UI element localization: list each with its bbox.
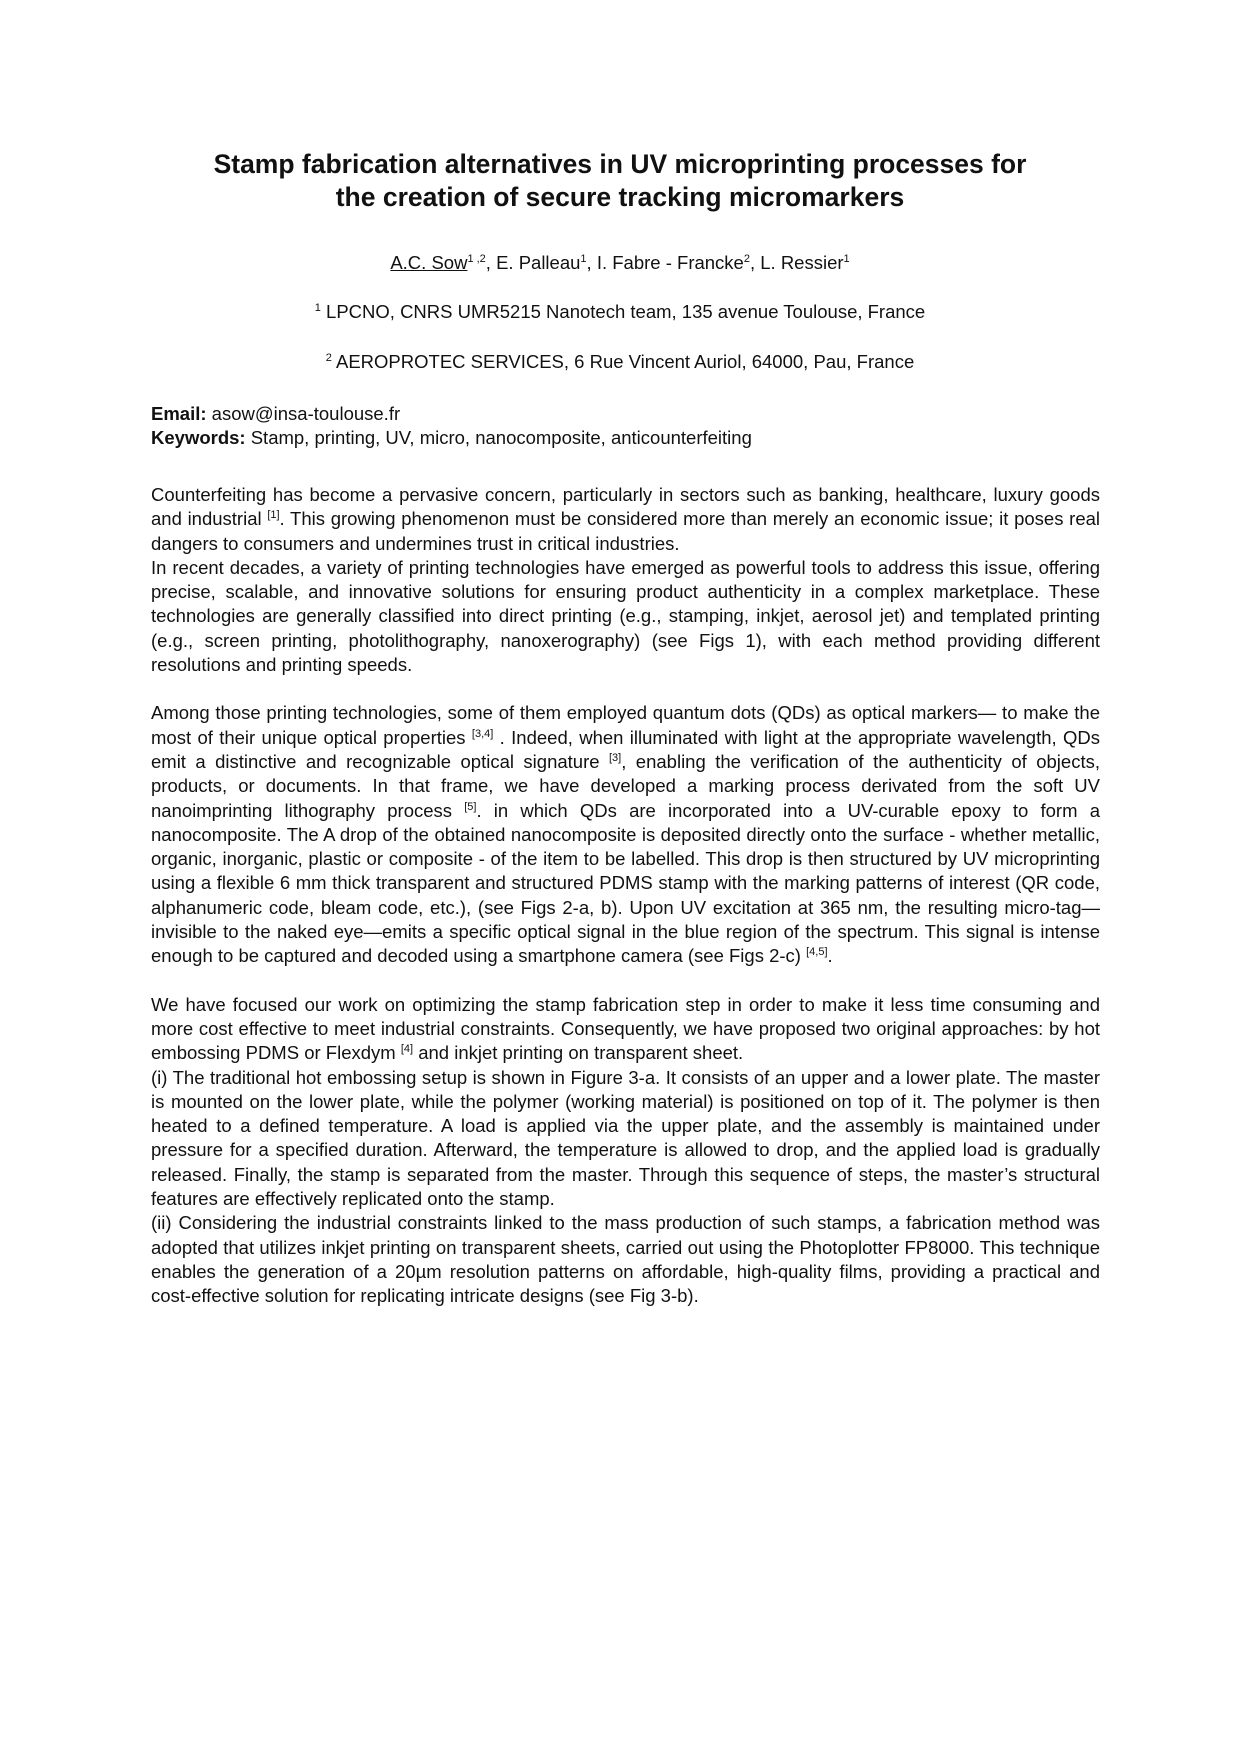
- paragraph-5: (i) The traditional hot embossing setup is shown in Figure 3-a. It consists of an upper and a lower plate. The master is mounted on the lower plate, while the polymer (working material) is positioned on top of it. The polymer is then heated to a defined temperature. A load is applied via the upper plate, and the assembly is maintained under pressure for a specified duration. Afterward, the temperature is allowed to drop, and the applied load is gradually released. Finally, the stamp is separated from the master. Through this sequence of steps, the master’s structural features are effectively replicated onto the stamp.: [151, 1066, 1100, 1210]
- affiliation-2: [150, 350, 1090, 374]
- keywords-label: Keywords:: [151, 427, 246, 448]
- citation-ref: [3,4]: [471, 727, 494, 740]
- paragraph-text: .: [827, 945, 833, 967]
- citation-ref: [1]: [267, 509, 280, 522]
- paragraph-gap: [151, 677, 1100, 701]
- paragraph-3: [151, 701, 1100, 968]
- citation-ref: [4,5]: [806, 946, 828, 959]
- keywords-value: Stamp, printing, UV, micro, nanocomposite, anticounterfeiting: [245, 427, 752, 448]
- paragraph-text: Among those printing technologies, some of them employed quantum dots (QDs) as optical markers— to make the most of their unique optical properties: [151, 702, 1100, 748]
- author-name: , L. Ressier: [749, 252, 844, 273]
- abstract-body: [151, 483, 1100, 1309]
- paragraph-text: . in which QDs are incorporated into a UV-curable epoxy to form a nanocomposite. The A drop of the obtained nanocomposite is deposited directly onto the surface - whether metallic, organic, inorganic, plastic or composite - of the item to be labelled. This drop is then structured by UV microprinting using a flexible 6 mm thick transparent and structured PDMS stamp with the marking patterns of interest (QR code, alphanumeric code, bleam code, etc.), (see Figs 2-a, b). Upon UV excitation at 365 nm, the resulting micro-tag—invisible to the naked eye—emits a specific optical signal in the blue region of the spectrum. This signal is intense enough to be captured and decoded using a smartphone camera (see Figs 2-c): [151, 799, 1100, 967]
- paragraph-text: , enabling the verification of the authenticity of objects, products, or documents. In that frame, we have developed a marking process derivated from the soft UV nanoimprinting lithography process: [151, 750, 1100, 821]
- email-line: [151, 402, 1091, 426]
- paragraph-gap: [151, 969, 1100, 993]
- author-presenting: A.C. Sow: [390, 252, 468, 273]
- affiliation-1: [150, 300, 1090, 324]
- paragraph-text: . This growing phenomenon must be considered more than merely an economic issue; it poses real dangers to consumers and undermines trust in critical industries.: [151, 508, 1101, 554]
- email-label: Email:: [151, 403, 207, 424]
- citation-ref: [3]: [608, 751, 622, 764]
- title-line-2: the creation of secure tracking micromarkers: [335, 182, 905, 212]
- affiliation-mark: 2: [325, 351, 332, 364]
- affiliation-mark: 1: [314, 301, 321, 314]
- paper-meta: [151, 402, 1091, 450]
- author-affil-mark: 1: [843, 252, 850, 265]
- paragraph-text: and inkjet printing on transparent sheet.: [413, 1042, 744, 1064]
- citation-ref: [4]: [400, 1043, 414, 1056]
- paragraph-text: Counterfeiting has become a pervasive concern, particularly in sectors such as banking, healthcare, luxury goods and industrial: [151, 484, 1100, 530]
- paragraph-1: [151, 483, 1100, 556]
- keywords-line: [151, 426, 1091, 450]
- affiliation-text: AEROPROTEC SERVICES, 6 Rue Vincent Auriol, 64000, Pau, France: [331, 351, 915, 372]
- author-list: [150, 251, 1090, 275]
- affiliation-text: LPCNO, CNRS UMR5215 Nanotech team, 135 avenue Toulouse, France: [320, 301, 926, 322]
- author-name: , I. Fabre - Francke: [586, 252, 744, 273]
- paragraph-text: . Indeed, when illuminated with light at the appropriate wavelength, QDs emit a distinctive and recognizable optical signature: [151, 726, 1100, 772]
- paragraph-4: [151, 993, 1100, 1066]
- paragraph-6: (ii) Considering the industrial constraints linked to the mass production of such stamps, a fabrication method was adopted that utilizes inkjet printing on transparent sheets, carried out using the Photoplotter FP8000. This technique enables the generation of a 20µm resolution patterns on affordable, high-quality films, providing a practical and cost-effective solution for replicating intricate designs (see Fig 3-b).: [151, 1212, 1100, 1307]
- author-name: , E. Palleau: [485, 252, 581, 273]
- author-affil-mark: 1: [580, 252, 587, 265]
- paragraph-2: In recent decades, a variety of printing technologies have emerged as powerful tools to address this issue, offering precise, scalable, and innovative solutions for ensuring product authenticity in a complex marketplace. These technologies are generally classified into direct printing (e.g., stamping, inkjet, aerosol jet) and templated printing (e.g., screen printing, photolithography, nanoxerography) (see Figs 1), with each method providing different resolutions and printing speeds.: [151, 556, 1100, 676]
- title-line-1: Stamp fabrication alternatives in UV microprinting processes for: [213, 149, 1027, 179]
- author-affil-mark: 1 ,2: [467, 252, 486, 265]
- paper-title: [150, 148, 1090, 214]
- email-value[interactable]: asow@insa-toulouse.fr: [206, 403, 401, 424]
- citation-ref: [5]: [464, 800, 477, 813]
- author-affil-mark: 2: [743, 252, 750, 265]
- paragraph-text: We have focused our work on optimizing the stamp fabrication step in order to make it less time consuming and more cost effective to meet industrial constraints. Consequently, we have proposed two original approaches: by hot embossing PDMS or Flexdym: [151, 993, 1100, 1064]
